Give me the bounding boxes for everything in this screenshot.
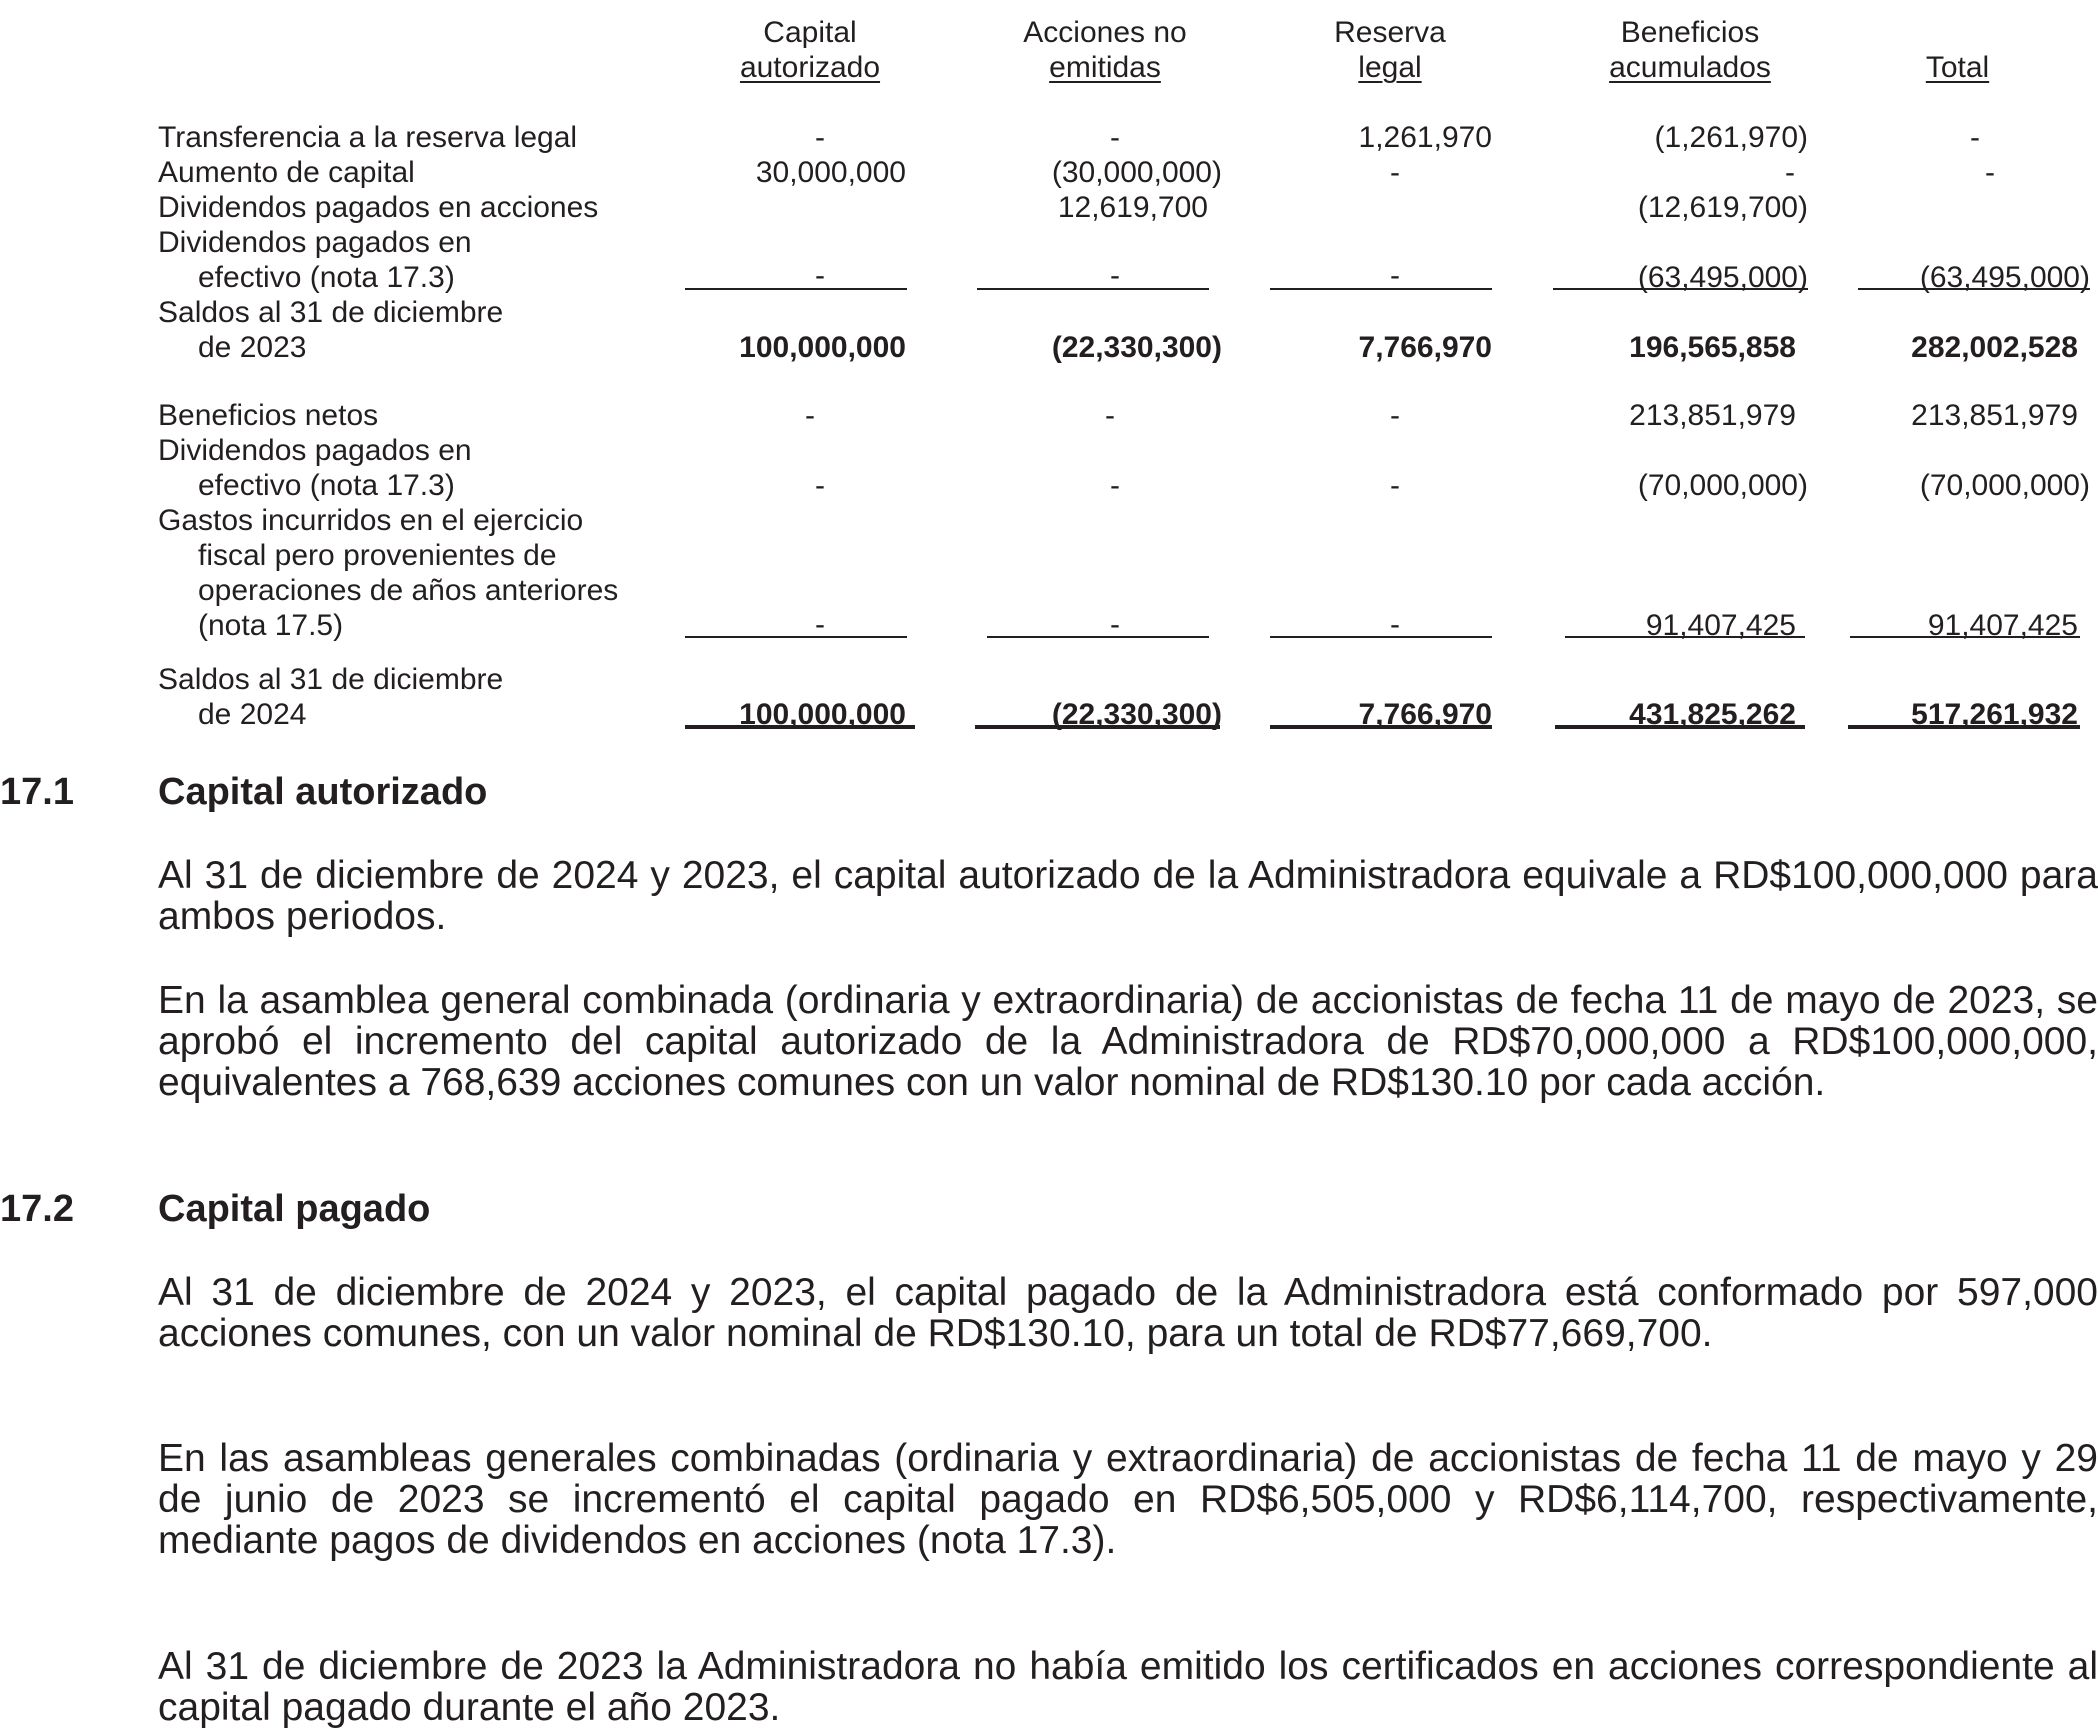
row-label-line1: Dividendos pagados en <box>158 434 472 467</box>
cell-beneficios: (12,619,700) <box>1637 191 1808 224</box>
section-number: 17.1 <box>0 771 74 813</box>
cell-total: 517,261,932 <box>1911 698 2078 731</box>
subtotal-rule <box>1270 288 1492 290</box>
cell-total: 91,407,425 <box>1927 609 2078 642</box>
cell-acciones: (30,000,000) <box>1051 156 1222 189</box>
header-capital-autorizado: Capital autorizado <box>739 16 881 84</box>
cell-beneficios: 213,851,979 <box>1629 399 1796 432</box>
section-number: 17.2 <box>0 1188 74 1230</box>
cell-acciones: - <box>1105 399 1115 432</box>
row-label-line1: Dividendos pagados en <box>158 226 472 259</box>
row-label: Dividendos pagados en acciones <box>158 191 599 224</box>
cell-reserva: 7,766,970 <box>1358 698 1492 731</box>
header-total: Total <box>1925 51 1990 84</box>
row-label: Transferencia a la reserva legal <box>158 121 578 154</box>
cell-acciones: - <box>1110 469 1120 502</box>
row-label-line2: efectivo (nota 17.3) <box>198 469 455 502</box>
paragraph: En las asambleas generales combinadas (ordinaria y extraordinaria) de accionistas de fecha 11 de mayo y 29 de junio de 2023 se incrementó el capital pagado en RD$6,505,000 y RD$6,114,700, respectivamente, mediante pagos de dividendos en acciones (nota 17.3). <box>158 1437 2098 1562</box>
paragraph: Al 31 de diciembre de 2024 y 2023, el capital autorizado de la Administradora equivale a RD$100,000,000 para ambos periodos. <box>158 854 2098 938</box>
subtotal-rule <box>685 288 907 290</box>
total-double-rule <box>1270 725 1492 729</box>
cell-beneficios: 431,825,262 <box>1629 698 1796 731</box>
cell-reserva: - <box>1390 469 1400 502</box>
paragraph: En la asamblea general combinada (ordinaria y extraordinaria) de accionistas de fecha 11 de mayo de 2023, se aprobó el incremento del capital autorizado de la Administradora de RD$70,000,000 a RD$100,000,000, equivalentes a 768,639 acciones comunes con un valor nominal de RD$130.10 por cada acción. <box>158 979 2098 1104</box>
paragraph: Al 31 de diciembre de 2024 y 2023, el capital pagado de la Administradora está conformado por 597,000 acciones comunes, con un valor nominal de RD$130.10, para un total de RD$77,669,700. <box>158 1271 2098 1355</box>
cell-beneficios: - <box>1785 156 1795 189</box>
cell-capital: 30,000,000 <box>755 156 906 189</box>
subtotal-rule <box>1850 636 2080 638</box>
cell-reserva: - <box>1390 399 1400 432</box>
cell-beneficios: 196,565,858 <box>1629 331 1796 364</box>
cell-total: 213,851,979 <box>1911 399 2078 432</box>
subtotal-rule <box>977 288 1209 290</box>
section-title: Capital autorizado <box>158 771 488 813</box>
row-label-line2: fiscal pero provenientes de <box>198 539 557 572</box>
row-label-line1: Saldos al 31 de diciembre <box>158 663 504 696</box>
cell-total: - <box>1970 121 1980 154</box>
cell-total: (70,000,000) <box>1919 469 2090 502</box>
row-label-line1: Gastos incurridos en el ejercicio <box>158 504 584 537</box>
total-double-rule <box>1848 725 2080 729</box>
row-label-line4: (nota 17.5) <box>198 609 344 642</box>
cell-capital: - <box>815 608 825 641</box>
row-label-line2: de 2024 <box>198 698 307 731</box>
header-acciones-no-emitidas: Acciones no emitidas <box>1023 16 1187 84</box>
cell-acciones: (22,330,300) <box>1051 698 1222 731</box>
cell-total: (63,495,000) <box>1919 261 2090 294</box>
cell-acciones: - <box>1110 121 1120 154</box>
cell-total: 282,002,528 <box>1911 331 2078 364</box>
cell-capital: 100,000,000 <box>739 331 906 364</box>
section-title: Capital pagado <box>158 1188 431 1230</box>
cell-capital: - <box>805 399 815 432</box>
cell-reserva: - <box>1390 259 1400 292</box>
cell-beneficios: (70,000,000) <box>1637 469 1808 502</box>
cell-beneficios: 91,407,425 <box>1645 609 1796 642</box>
row-label-line2: efectivo (nota 17.3) <box>198 261 455 294</box>
subtotal-rule <box>1270 636 1492 638</box>
cell-capital: - <box>815 469 825 502</box>
subtotal-rule <box>685 636 907 638</box>
cell-total: - <box>1985 156 1995 189</box>
header-beneficios-acumulados: Beneficios acumulados <box>1609 16 1771 84</box>
cell-reserva: 1,261,970 <box>1358 121 1492 154</box>
cell-capital: - <box>815 121 825 154</box>
cell-beneficios: (63,495,000) <box>1637 261 1808 294</box>
cell-capital: 100,000,000 <box>739 698 906 731</box>
row-label: Aumento de capital <box>158 156 415 189</box>
cell-acciones: - <box>1110 259 1120 292</box>
total-double-rule <box>1555 725 1805 729</box>
cell-beneficios: (1,261,970) <box>1654 121 1808 154</box>
subtotal-rule <box>1565 636 1805 638</box>
row-label: Beneficios netos <box>158 399 379 432</box>
cell-acciones: 12,619,700 <box>1057 191 1208 224</box>
total-double-rule <box>975 725 1220 729</box>
cell-reserva: - <box>1390 156 1400 189</box>
cell-capital: - <box>815 259 825 292</box>
total-double-rule <box>685 725 915 729</box>
cell-acciones: (22,330,300) <box>1051 331 1222 364</box>
row-label-line3: operaciones de años anteriores <box>198 574 619 607</box>
header-reserva-legal: Reserva legal <box>1334 16 1446 84</box>
subtotal-rule <box>1858 288 2090 290</box>
row-label-line1: Saldos al 31 de diciembre <box>158 296 504 329</box>
row-label-line2: de 2023 <box>198 331 307 364</box>
paragraph: Al 31 de diciembre de 2023 la Administradora no había emitido los certificados en acciones correspondiente al capital pagado durante el año 2023. <box>158 1645 2098 1729</box>
subtotal-rule <box>987 636 1209 638</box>
subtotal-rule <box>1553 288 1808 290</box>
cell-reserva: - <box>1390 608 1400 641</box>
cell-acciones: - <box>1110 608 1120 641</box>
cell-reserva: 7,766,970 <box>1358 331 1492 364</box>
